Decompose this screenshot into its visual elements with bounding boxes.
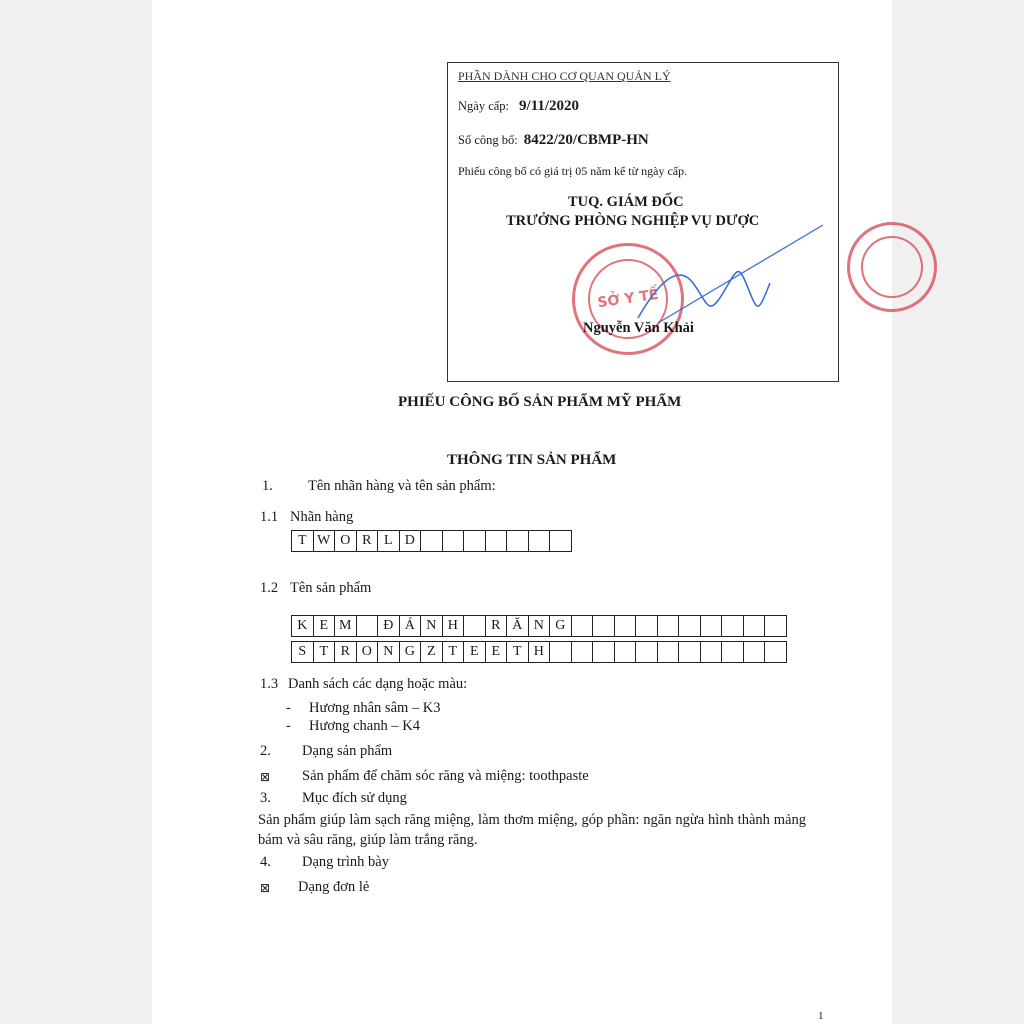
product-cell: Á [399,615,422,637]
product-cell [700,615,723,637]
product-cell [764,641,787,663]
brand-cell: R [356,530,379,552]
stamp-text: SỞ Y TẾ [596,286,660,312]
s13-number: 1.3 [260,676,279,692]
document-page [152,0,892,1024]
product-cell [463,615,486,637]
brand-cell [528,530,551,552]
s4-number: 4. [260,854,271,870]
product-cell: M [334,615,357,637]
variant-2-dash: - [286,718,291,734]
product-cell: T [506,641,529,663]
product-cell: S [291,641,314,663]
edge-stamp-fragment [841,216,943,318]
issue-date-value: 9/11/2020 [519,98,580,114]
signer-name: Nguyễn Văn Khải [583,320,694,336]
s3-number: 3. [260,790,271,806]
product-cell: H [528,641,551,663]
s3-paragraph: Sản phẩm giúp làm sạch răng miệng, làm thơm miệng, góp phần: ngăn ngừa hình thành mảng bám và sâu răng, giúp làm trắng răng. [258,812,806,848]
product-cell [743,641,766,663]
brand-grid [292,531,572,552]
product-cell: K [291,615,314,637]
number-label: Số công bố: [458,133,518,147]
product-cell [721,615,744,637]
product-cell: N [377,641,400,663]
s4-checkbox-icon: ⊠ [260,881,271,895]
product-cell [635,641,658,663]
product-cell [635,615,658,637]
document-title: PHIẾU CÔNG BỐ SẢN PHẨM MỸ PHẨM [398,394,682,410]
product-cell: Ă [506,615,529,637]
product-cell [743,615,766,637]
brand-cell: T [291,530,314,552]
s2-checkbox-icon: ⊠ [260,770,271,784]
variant-1: Hương nhân sâm – K3 [309,700,441,716]
product-cell: N [528,615,551,637]
product-cell [549,641,572,663]
product-cell: Đ [377,615,400,637]
product-cell [571,615,594,637]
product-cell [657,641,680,663]
s4-item: Dạng đơn lẻ [298,879,370,895]
brand-cell [463,530,486,552]
brand-cell [549,530,572,552]
product-cell: H [442,615,465,637]
signature [598,223,828,333]
variant-1-dash: - [286,700,291,716]
product-cell: Z [420,641,443,663]
s2-text: Dạng sản phẩm [302,743,393,759]
product-cell: E [485,641,508,663]
product-cell [700,641,723,663]
product-cell [614,615,637,637]
number-value: 8422/20/CBMP-HN [523,132,649,148]
product-cell [614,641,637,663]
product-cell [592,615,615,637]
s11-number: 1.1 [260,509,279,525]
s12-text: Tên sản phẩm [290,580,372,596]
product-cell: G [549,615,572,637]
product-cell: R [334,641,357,663]
product-cell: R [485,615,508,637]
product-cell: G [399,641,422,663]
product-cell [571,641,594,663]
product-cell: T [442,641,465,663]
admin-heading: PHẦN DÀNH CHO CƠ QUAN QUẢN LÝ [458,69,671,83]
s1-number: 1. [262,478,273,494]
s1-text: Tên nhãn hàng và tên sản phẩm: [308,478,496,494]
brand-cell [442,530,465,552]
s12-number: 1.2 [260,580,279,596]
product-cell [764,615,787,637]
admin-box [447,62,839,382]
brand-cell: W [313,530,336,552]
product-cell [721,641,744,663]
product-cell: N [420,615,443,637]
brand-cell [485,530,508,552]
product-grid-row-2 [292,642,787,663]
product-cell: O [356,641,379,663]
variant-2: Hương chanh – K4 [309,718,420,734]
product-grid-row-1 [292,616,787,637]
brand-cell: O [334,530,357,552]
issue-date-label: Ngày cấp: [458,99,510,113]
brand-cell [506,530,529,552]
s13-text: Danh sách các dạng hoặc màu: [288,676,468,692]
product-cell [356,615,379,637]
s3-text: Mục đích sử dụng [302,790,407,806]
product-cell: E [313,615,336,637]
number-row [458,131,649,149]
issue-date-row [458,97,579,115]
validity-note: Phiếu công bố có giá trị 05 năm kể từ ngày cấp. [458,164,688,178]
s4-text: Dạng trình bày [302,854,389,870]
product-cell [657,615,680,637]
product-cell: E [463,641,486,663]
brand-cell: D [399,530,422,552]
s2-number: 2. [260,743,271,759]
page-number: 1 [818,1010,824,1022]
signer-title-2: TRƯỞNG PHÒNG NGHIỆP VỤ DƯỢC [506,213,760,229]
product-cell [592,641,615,663]
product-cell [678,615,701,637]
signer-title-1: TUQ. GIÁM ĐỐC [568,194,684,210]
s11-text: Nhãn hàng [290,509,354,525]
section-title: THÔNG TIN SẢN PHẨM [447,452,617,468]
s2-item: Sản phẩm để chăm sóc răng và miệng: toothpaste [302,768,589,784]
brand-cell: L [377,530,400,552]
brand-cell [420,530,443,552]
product-cell: T [313,641,336,663]
product-cell [678,641,701,663]
